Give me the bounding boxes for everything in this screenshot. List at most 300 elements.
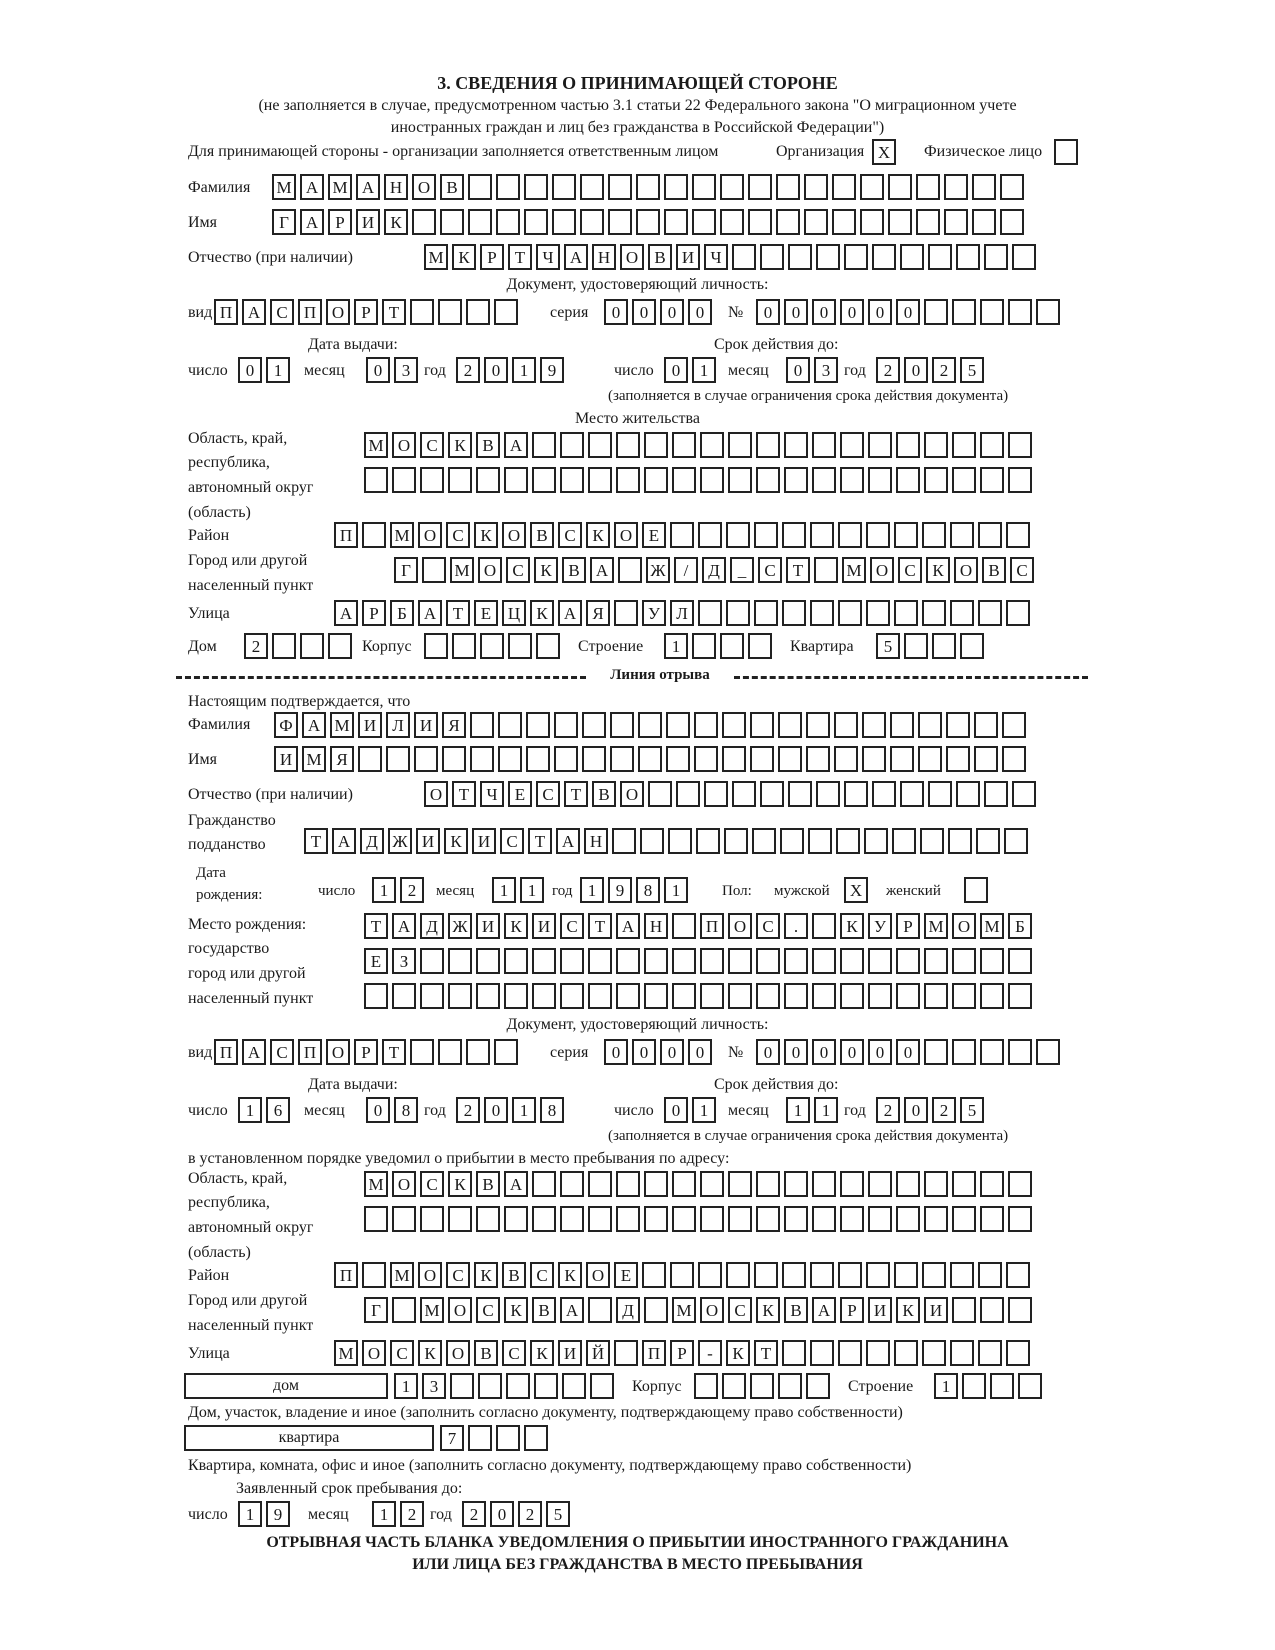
char-cell[interactable]: 2	[518, 1501, 542, 1527]
char-cell[interactable]: Т	[754, 1340, 778, 1366]
char-cell[interactable]: И	[532, 913, 556, 939]
tear-city-field[interactable]	[364, 1297, 1032, 1323]
char-cell[interactable]	[810, 1340, 834, 1366]
char-cell[interactable]: А	[332, 828, 356, 854]
char-cell[interactable]: К	[474, 1262, 498, 1288]
char-cell[interactable]: 0	[784, 1039, 808, 1065]
char-cell[interactable]: С	[420, 432, 444, 458]
char-cell[interactable]	[962, 1373, 986, 1399]
char-cell[interactable]: М	[302, 746, 326, 772]
char-cell[interactable]: В	[592, 781, 616, 807]
char-cell[interactable]	[562, 1373, 586, 1399]
char-cell[interactable]: 0	[896, 1039, 920, 1065]
char-cell[interactable]: О	[392, 432, 416, 458]
char-cell[interactable]	[732, 244, 756, 270]
char-cell[interactable]	[928, 244, 952, 270]
char-cell[interactable]	[862, 712, 886, 738]
char-cell[interactable]: К	[530, 1340, 554, 1366]
char-cell[interactable]: 1	[692, 1097, 716, 1123]
char-cell[interactable]: 0	[756, 1039, 780, 1065]
char-cell[interactable]	[778, 1373, 802, 1399]
char-cell[interactable]	[806, 1373, 830, 1399]
char-cell[interactable]	[890, 712, 914, 738]
char-cell[interactable]	[1008, 1171, 1032, 1197]
char-cell[interactable]: 0	[896, 299, 920, 325]
char-cell[interactable]: 6	[266, 1097, 290, 1123]
char-cell[interactable]: П	[334, 1262, 358, 1288]
char-cell[interactable]	[812, 948, 836, 974]
tear-issue-year-field[interactable]	[456, 1097, 564, 1123]
char-cell[interactable]	[672, 1171, 696, 1197]
char-cell[interactable]	[468, 1425, 492, 1451]
char-cell[interactable]	[618, 557, 642, 583]
char-cell[interactable]: К	[474, 522, 498, 548]
char-cell[interactable]	[532, 948, 556, 974]
char-cell[interactable]	[920, 828, 944, 854]
char-cell[interactable]: К	[504, 1297, 528, 1323]
char-cell[interactable]	[896, 1171, 920, 1197]
char-cell[interactable]	[1036, 299, 1060, 325]
char-cell[interactable]	[980, 983, 1004, 1009]
char-cell[interactable]	[840, 983, 864, 1009]
char-cell[interactable]	[1008, 1039, 1032, 1065]
char-cell[interactable]: Я	[586, 600, 610, 626]
char-cell[interactable]	[788, 244, 812, 270]
char-cell[interactable]	[364, 467, 388, 493]
char-cell[interactable]	[386, 746, 410, 772]
char-cell[interactable]	[892, 828, 916, 854]
char-cell[interactable]	[952, 948, 976, 974]
char-cell[interactable]	[1008, 467, 1032, 493]
char-cell[interactable]	[720, 174, 744, 200]
char-cell[interactable]: 2	[244, 633, 268, 659]
char-cell[interactable]	[640, 828, 664, 854]
char-cell[interactable]: М	[924, 913, 948, 939]
char-cell[interactable]: С	[728, 1297, 752, 1323]
char-cell[interactable]	[778, 712, 802, 738]
char-cell[interactable]	[700, 1171, 724, 1197]
char-cell[interactable]: К	[504, 913, 528, 939]
char-cell[interactable]	[784, 1171, 808, 1197]
char-cell[interactable]: Т	[452, 781, 476, 807]
char-cell[interactable]	[864, 828, 888, 854]
char-cell[interactable]	[480, 633, 504, 659]
char-cell[interactable]	[928, 781, 952, 807]
tear-name-field[interactable]	[274, 746, 1026, 772]
char-cell[interactable]	[412, 209, 436, 235]
char-cell[interactable]	[672, 913, 696, 939]
char-cell[interactable]	[1000, 174, 1024, 200]
char-cell[interactable]	[438, 299, 462, 325]
char-cell[interactable]	[888, 174, 912, 200]
char-cell[interactable]: 0	[660, 1039, 684, 1065]
char-cell[interactable]	[732, 781, 756, 807]
char-cell[interactable]: И	[358, 712, 382, 738]
char-cell[interactable]	[866, 522, 890, 548]
char-cell[interactable]	[894, 522, 918, 548]
char-cell[interactable]	[504, 983, 528, 1009]
char-cell[interactable]: С	[558, 522, 582, 548]
char-cell[interactable]	[894, 1340, 918, 1366]
char-cell[interactable]	[532, 432, 556, 458]
char-cell[interactable]	[952, 1171, 976, 1197]
char-cell[interactable]: О	[418, 1262, 442, 1288]
char-cell[interactable]	[750, 712, 774, 738]
char-cell[interactable]: И	[676, 244, 700, 270]
tear-number-field[interactable]	[756, 1039, 1060, 1065]
patronymic-field[interactable]	[424, 244, 1036, 270]
char-cell[interactable]	[952, 432, 976, 458]
char-cell[interactable]	[410, 299, 434, 325]
char-cell[interactable]: И	[356, 209, 380, 235]
char-cell[interactable]	[696, 828, 720, 854]
char-cell[interactable]	[812, 1171, 836, 1197]
char-cell[interactable]: 0	[784, 299, 808, 325]
char-cell[interactable]: Т	[786, 557, 810, 583]
char-cell[interactable]	[616, 983, 640, 1009]
char-cell[interactable]: И	[472, 828, 496, 854]
char-cell[interactable]	[616, 1171, 640, 1197]
char-cell[interactable]	[894, 600, 918, 626]
char-cell[interactable]	[1000, 209, 1024, 235]
char-cell[interactable]	[642, 1262, 666, 1288]
char-cell[interactable]	[524, 209, 548, 235]
char-cell[interactable]	[804, 209, 828, 235]
char-cell[interactable]	[980, 1297, 1004, 1323]
char-cell[interactable]	[812, 983, 836, 1009]
char-cell[interactable]	[362, 1262, 386, 1288]
char-cell[interactable]	[952, 467, 976, 493]
char-cell[interactable]	[1008, 1206, 1032, 1232]
char-cell[interactable]	[754, 1262, 778, 1288]
char-cell[interactable]	[728, 467, 752, 493]
char-cell[interactable]: 0	[812, 1039, 836, 1065]
char-cell[interactable]: 0	[490, 1501, 514, 1527]
char-cell[interactable]: 2	[932, 1097, 956, 1123]
char-cell[interactable]: С	[560, 913, 584, 939]
char-cell[interactable]	[608, 174, 632, 200]
char-cell[interactable]	[728, 1171, 752, 1197]
char-cell[interactable]: Й	[586, 1340, 610, 1366]
char-cell[interactable]	[700, 467, 724, 493]
char-cell[interactable]: К	[452, 244, 476, 270]
char-cell[interactable]: К	[840, 913, 864, 939]
char-cell[interactable]	[722, 712, 746, 738]
char-cell[interactable]	[560, 467, 584, 493]
char-cell[interactable]: С	[270, 299, 294, 325]
char-cell[interactable]: И	[924, 1297, 948, 1323]
char-cell[interactable]	[498, 712, 522, 738]
char-cell[interactable]	[832, 174, 856, 200]
char-cell[interactable]	[476, 948, 500, 974]
number-field[interactable]	[756, 299, 1060, 325]
char-cell[interactable]: О	[620, 781, 644, 807]
char-cell[interactable]	[756, 467, 780, 493]
char-cell[interactable]: .	[784, 913, 808, 939]
char-cell[interactable]	[560, 948, 584, 974]
char-cell[interactable]: Н	[592, 244, 616, 270]
tear-korpus-field[interactable]	[694, 1373, 830, 1399]
char-cell[interactable]	[978, 1262, 1002, 1288]
char-cell[interactable]	[666, 712, 690, 738]
char-cell[interactable]: В	[440, 174, 464, 200]
char-cell[interactable]	[698, 600, 722, 626]
char-cell[interactable]: М	[450, 557, 474, 583]
char-cell[interactable]: 5	[876, 633, 900, 659]
char-cell[interactable]	[832, 209, 856, 235]
char-cell[interactable]: 1	[238, 1501, 262, 1527]
char-cell[interactable]: С	[1010, 557, 1034, 583]
char-cell[interactable]: 2	[876, 357, 900, 383]
char-cell[interactable]: Д	[420, 913, 444, 939]
char-cell[interactable]: В	[648, 244, 672, 270]
char-cell[interactable]: 1	[266, 357, 290, 383]
char-cell[interactable]	[438, 1039, 462, 1065]
char-cell[interactable]	[754, 600, 778, 626]
char-cell[interactable]: 1	[512, 1097, 536, 1123]
char-cell[interactable]: О	[502, 522, 526, 548]
char-cell[interactable]: С	[756, 913, 780, 939]
char-cell[interactable]: С	[898, 557, 922, 583]
char-cell[interactable]	[752, 828, 776, 854]
char-cell[interactable]: Б	[390, 600, 414, 626]
char-cell[interactable]	[974, 712, 998, 738]
char-cell[interactable]	[948, 828, 972, 854]
char-cell[interactable]: Е	[642, 522, 666, 548]
char-cell[interactable]	[750, 1373, 774, 1399]
char-cell[interactable]: И	[868, 1297, 892, 1323]
char-cell[interactable]	[534, 1373, 558, 1399]
char-cell[interactable]	[888, 209, 912, 235]
char-cell[interactable]	[866, 1262, 890, 1288]
char-cell[interactable]: М	[390, 522, 414, 548]
char-cell[interactable]	[978, 1340, 1002, 1366]
char-cell[interactable]	[420, 948, 444, 974]
char-cell[interactable]: 0	[756, 299, 780, 325]
char-cell[interactable]	[644, 1171, 668, 1197]
char-cell[interactable]: А	[300, 209, 324, 235]
char-cell[interactable]: П	[334, 522, 358, 548]
char-cell[interactable]	[812, 432, 836, 458]
char-cell[interactable]: 2	[876, 1097, 900, 1123]
char-cell[interactable]	[664, 209, 688, 235]
char-cell[interactable]: 1	[814, 1097, 838, 1123]
char-cell[interactable]: К	[726, 1340, 750, 1366]
char-cell[interactable]	[950, 1262, 974, 1288]
char-cell[interactable]	[868, 1206, 892, 1232]
char-cell[interactable]: 1	[692, 357, 716, 383]
char-cell[interactable]	[922, 600, 946, 626]
char-cell[interactable]: О	[412, 174, 436, 200]
char-cell[interactable]: П	[214, 299, 238, 325]
char-cell[interactable]	[868, 948, 892, 974]
char-cell[interactable]: И	[274, 746, 298, 772]
char-cell[interactable]: С	[476, 1297, 500, 1323]
char-cell[interactable]	[922, 522, 946, 548]
char-cell[interactable]	[1006, 600, 1030, 626]
tear-house-field[interactable]	[394, 1373, 614, 1399]
char-cell[interactable]	[328, 633, 352, 659]
issue-month-field[interactable]	[366, 357, 418, 383]
char-cell[interactable]: Д	[616, 1297, 640, 1323]
char-cell[interactable]	[894, 1262, 918, 1288]
tear-series-field[interactable]	[604, 1039, 712, 1065]
char-cell[interactable]: 1	[372, 1501, 396, 1527]
char-cell[interactable]	[420, 983, 444, 1009]
char-cell[interactable]	[448, 467, 472, 493]
birthplace-field-3[interactable]	[364, 983, 1032, 1009]
char-cell[interactable]	[978, 600, 1002, 626]
region-field-2[interactable]	[364, 467, 1032, 493]
char-cell[interactable]: М	[272, 174, 296, 200]
char-cell[interactable]	[524, 174, 548, 200]
char-cell[interactable]	[552, 209, 576, 235]
char-cell[interactable]: Т	[446, 600, 470, 626]
char-cell[interactable]: У	[642, 600, 666, 626]
char-cell[interactable]	[782, 600, 806, 626]
char-cell[interactable]: П	[298, 299, 322, 325]
char-cell[interactable]: П	[700, 913, 724, 939]
char-cell[interactable]	[756, 1206, 780, 1232]
char-cell[interactable]: В	[784, 1297, 808, 1323]
char-cell[interactable]: К	[534, 557, 558, 583]
char-cell[interactable]	[614, 600, 638, 626]
char-cell[interactable]	[1008, 299, 1032, 325]
char-cell[interactable]: 1	[512, 357, 536, 383]
char-cell[interactable]	[896, 432, 920, 458]
char-cell[interactable]	[494, 1039, 518, 1065]
char-cell[interactable]: 8	[540, 1097, 564, 1123]
char-cell[interactable]	[840, 432, 864, 458]
char-cell[interactable]	[470, 712, 494, 738]
char-cell[interactable]	[362, 522, 386, 548]
char-cell[interactable]	[812, 467, 836, 493]
char-cell[interactable]	[508, 633, 532, 659]
char-cell[interactable]: 3	[814, 357, 838, 383]
char-cell[interactable]: 1	[580, 877, 604, 903]
char-cell[interactable]	[782, 1262, 806, 1288]
char-cell[interactable]	[580, 209, 604, 235]
char-cell[interactable]	[946, 712, 970, 738]
char-cell[interactable]	[840, 1206, 864, 1232]
char-cell[interactable]	[756, 1171, 780, 1197]
char-cell[interactable]	[1002, 712, 1026, 738]
char-cell[interactable]	[944, 174, 968, 200]
char-cell[interactable]	[532, 1206, 556, 1232]
char-cell[interactable]: Ч	[480, 781, 504, 807]
char-cell[interactable]	[666, 746, 690, 772]
char-cell[interactable]: 3	[394, 357, 418, 383]
char-cell[interactable]	[616, 432, 640, 458]
char-cell[interactable]: О	[326, 299, 350, 325]
char-cell[interactable]	[972, 209, 996, 235]
char-cell[interactable]: Г	[394, 557, 418, 583]
char-cell[interactable]	[644, 1297, 668, 1323]
char-cell[interactable]: 8	[636, 877, 660, 903]
char-cell[interactable]	[692, 209, 716, 235]
char-cell[interactable]	[588, 1171, 612, 1197]
char-cell[interactable]: К	[448, 1171, 472, 1197]
char-cell[interactable]	[810, 1262, 834, 1288]
char-cell[interactable]	[524, 1425, 548, 1451]
char-cell[interactable]	[1018, 1373, 1042, 1399]
char-cell[interactable]: 2	[932, 357, 956, 383]
char-cell[interactable]	[694, 1373, 718, 1399]
char-cell[interactable]	[498, 746, 522, 772]
char-cell[interactable]: М	[328, 174, 352, 200]
char-cell[interactable]	[980, 948, 1004, 974]
char-cell[interactable]: 0	[604, 299, 628, 325]
char-cell[interactable]	[844, 781, 868, 807]
char-cell[interactable]	[916, 209, 940, 235]
char-cell[interactable]	[698, 1262, 722, 1288]
birth-month-field[interactable]	[492, 877, 544, 903]
char-cell[interactable]: 0	[664, 357, 688, 383]
org-checkbox[interactable]	[872, 139, 896, 165]
char-cell[interactable]	[608, 209, 632, 235]
char-cell[interactable]: О	[478, 557, 502, 583]
char-cell[interactable]: Г	[364, 1297, 388, 1323]
char-cell[interactable]: О	[954, 557, 978, 583]
char-cell[interactable]	[670, 1262, 694, 1288]
char-cell[interactable]: О	[446, 1340, 470, 1366]
char-cell[interactable]	[806, 712, 830, 738]
female-checkbox[interactable]	[964, 877, 988, 903]
char-cell[interactable]	[868, 432, 892, 458]
char-cell[interactable]	[470, 746, 494, 772]
citizenship-field[interactable]	[304, 828, 1028, 854]
char-cell[interactable]: М	[980, 913, 1004, 939]
char-cell[interactable]: 0	[812, 299, 836, 325]
char-cell[interactable]: З	[392, 948, 416, 974]
char-cell[interactable]: И	[416, 828, 440, 854]
char-cell[interactable]: 1	[238, 1097, 262, 1123]
char-cell[interactable]: 1	[934, 1373, 958, 1399]
char-cell[interactable]	[698, 522, 722, 548]
char-cell[interactable]	[978, 522, 1002, 548]
char-cell[interactable]	[694, 712, 718, 738]
char-cell[interactable]	[496, 174, 520, 200]
char-cell[interactable]	[952, 299, 976, 325]
char-cell[interactable]: П	[298, 1039, 322, 1065]
char-cell[interactable]	[440, 209, 464, 235]
char-cell[interactable]: 0	[868, 299, 892, 325]
char-cell[interactable]	[862, 746, 886, 772]
char-cell[interactable]	[450, 1373, 474, 1399]
char-cell[interactable]	[422, 557, 446, 583]
char-cell[interactable]	[784, 1206, 808, 1232]
char-cell[interactable]: 0	[840, 299, 864, 325]
char-cell[interactable]	[838, 600, 862, 626]
char-cell[interactable]	[636, 209, 660, 235]
char-cell[interactable]	[756, 983, 780, 1009]
char-cell[interactable]: М	[390, 1262, 414, 1288]
char-cell[interactable]	[1008, 432, 1032, 458]
char-cell[interactable]: Р	[328, 209, 352, 235]
char-cell[interactable]: М	[364, 432, 388, 458]
char-cell[interactable]: 1	[520, 877, 544, 903]
char-cell[interactable]: Л	[670, 600, 694, 626]
char-cell[interactable]	[904, 633, 928, 659]
char-cell[interactable]	[554, 712, 578, 738]
char-cell[interactable]: 0	[840, 1039, 864, 1065]
male-mark[interactable]: Х	[844, 877, 868, 903]
char-cell[interactable]: К	[384, 209, 408, 235]
char-cell[interactable]: А	[812, 1297, 836, 1323]
char-cell[interactable]	[900, 781, 924, 807]
char-cell[interactable]	[756, 432, 780, 458]
char-cell[interactable]: А	[556, 828, 580, 854]
